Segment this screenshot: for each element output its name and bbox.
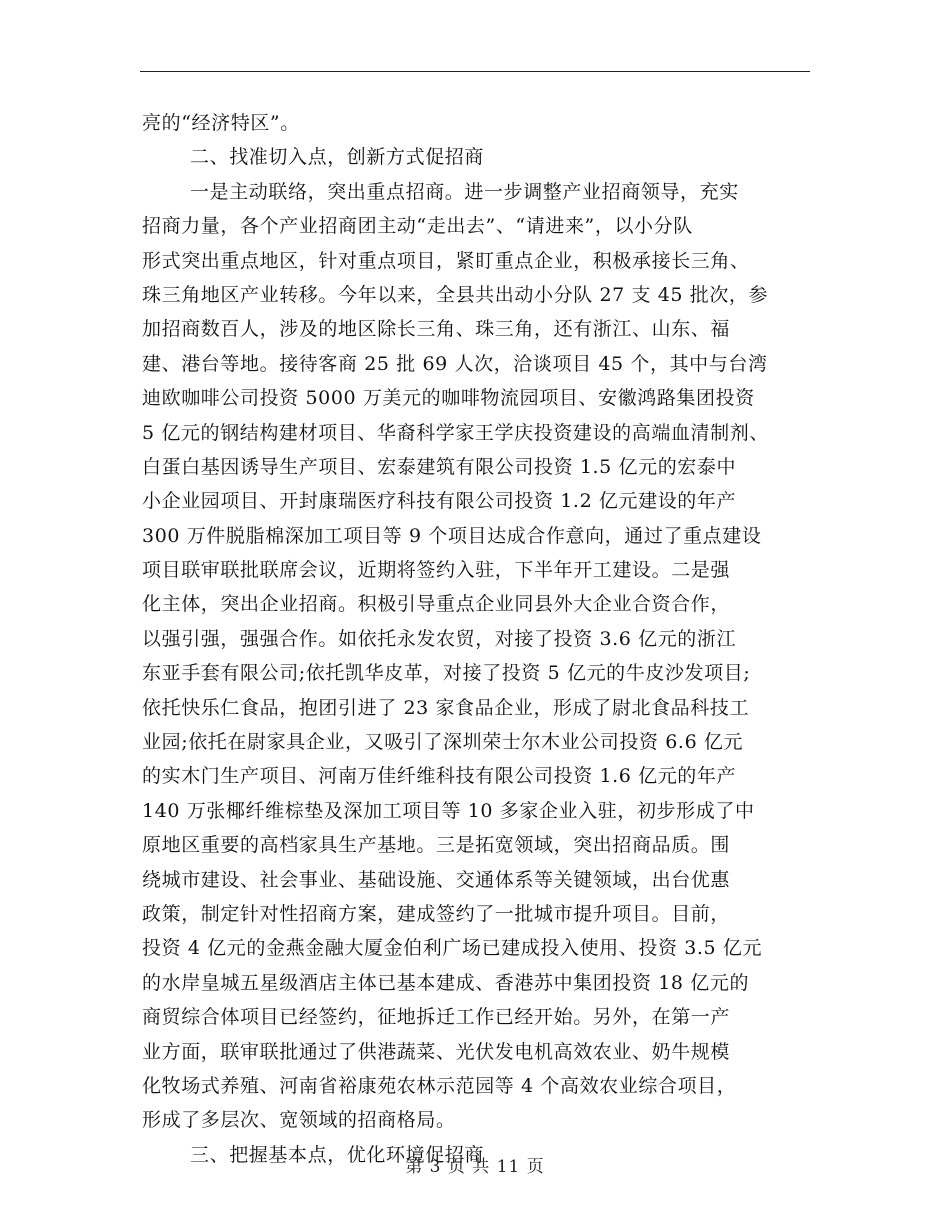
text-line: 政策，制定针对性招商方案，建成签约了一批城市提升项目。目前， — [142, 902, 731, 925]
header-rule — [140, 71, 810, 72]
text-line: 招商力量，各个产业招商团主动“走出去”、“请进来”，以小分队 — [142, 215, 693, 238]
text-line: 依托快乐仁食品，抱团引进了 23 家食品企业，形成了尉北食品科技工 — [142, 696, 750, 719]
text-line: 原地区重要的高档家具生产基地。三是拓宽领域，突出招商品质。围 — [142, 834, 731, 857]
text-line: 业方面，联审联批通过了供港蔬菜、光伏发电机高效农业、奶牛规模 — [142, 1040, 731, 1063]
text-line: 东亚手套有限公司;依托凯华皮革，对接了投资 5 亿元的牛皮沙发项目; — [142, 662, 751, 685]
section-heading: 三、把握基本点，优化环境促招商 — [190, 1143, 485, 1166]
text-line: 以强引强，强强合作。如依托永发农贸，对接了投资 3.6 亿元的浙江 — [142, 627, 737, 650]
text-line: 绕城市建设、社会事业、基础设施、交通体系等关键领域，出台优惠 — [142, 868, 731, 891]
text-line: 5 亿元的钢结构建材项目、华裔科学家王学庆投资建设的高端血清制剂、 — [142, 421, 769, 444]
text-line: 建、港台等地。接待客商 25 批 69 人次，洽谈项目 45 个，其中与台湾 — [142, 352, 768, 375]
text-line: 化牧场式养殖、河南省裕康苑农林示范园等 4 个高效农业综合项目， — [142, 1074, 737, 1097]
section-heading: 二、找准切入点，创新方式促招商 — [190, 146, 485, 169]
text-line: 一是主动联络，突出重点招商。进一步调整产业招商领导，充实 — [190, 180, 739, 203]
text-line: 业园;依托在尉家具企业，又吸引了深圳荣士尔木业公司投资 6.6 亿元 — [142, 731, 744, 754]
text-line: 投资 4 亿元的金燕金融大厦金伯利广场已建成投入使用、投资 3.5 亿元 — [142, 937, 763, 960]
text-line: 亮的“经济特区”。 — [142, 112, 300, 134]
text-line: 300 万件脱脂棉深加工项目等 9 个项目达成合作意向，通过了重点建设 — [142, 524, 762, 547]
page-number-footer: 第 3 页 共 11 页 — [405, 1157, 545, 1177]
text-line: 迪欧咖啡公司投资 5000 万美元的咖啡物流园项目、安徽鸿路集团投资 — [142, 387, 755, 410]
text-line: 项目联审联批联席会议，近期将签约入驻，下半年开工建设。二是强 — [142, 559, 731, 582]
body-text — [142, 106, 832, 1172]
text-line: 140 万张椰纤维棕垫及深加工项目等 10 多家企业入驻，初步形成了中 — [142, 799, 755, 822]
text-line: 小企业园项目、开封康瑞医疗科技有限公司投资 1.2 亿元建设的年产 — [142, 490, 737, 513]
text-line: 的实木门生产项目、河南万佳纤维科技有限公司投资 1.6 亿元的年产 — [142, 765, 737, 788]
text-line: 形式突出重点地区，针对重点项目，紧盯重点企业，积极承接长三角、 — [142, 249, 750, 272]
text-line: 商贸综合体项目已经签约，征地拆迁工作已经开始。另外，在第一产 — [142, 1006, 731, 1029]
text-line: 加招商数百人，涉及的地区除长三角、珠三角，还有浙江、山东、福 — [142, 318, 731, 341]
text-line: 化主体，突出企业招商。积极引导重点企业同县外大企业合资合作， — [142, 593, 731, 616]
text-line: 形成了多层次、宽领域的招商格局。 — [142, 1109, 456, 1132]
text-line: 珠三角地区产业转移。今年以来，全县共出动小分队 27 支 45 批次，参 — [142, 283, 769, 306]
text-line: 白蛋白基因诱导生产项目、宏泰建筑有限公司投资 1.5 亿元的宏泰中 — [142, 455, 737, 478]
text-line: 的水岸皇城五星级酒店主体已基本建成、香港苏中集团投资 18 亿元的 — [142, 971, 750, 994]
